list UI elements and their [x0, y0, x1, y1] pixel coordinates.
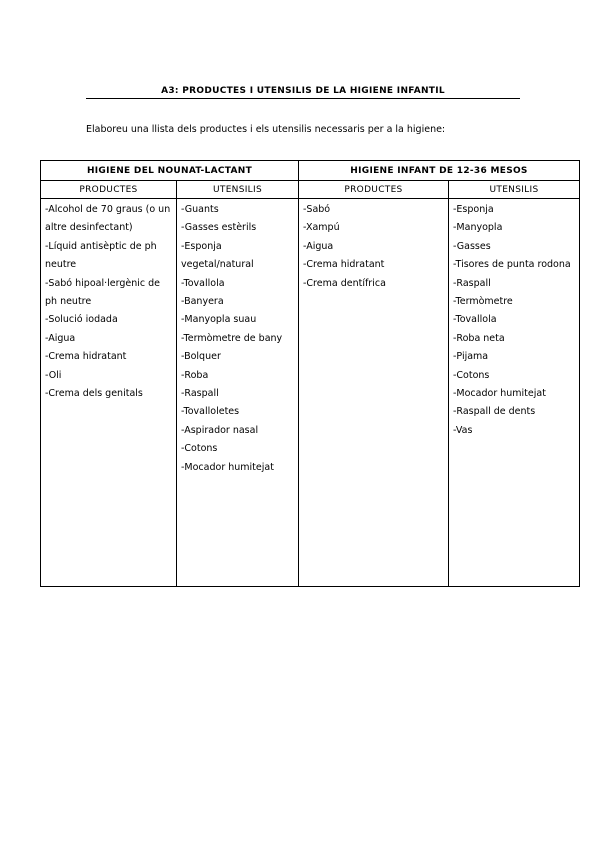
list-item: -Cotons	[181, 443, 218, 455]
list-row	[41, 199, 580, 587]
list-item: -Solució iodada	[45, 314, 118, 326]
list-item: -Crema hidratant	[303, 259, 385, 271]
list-item: -Sabó	[303, 204, 331, 215]
list-item: -Xampú	[303, 222, 340, 234]
list-item: -Oli	[45, 369, 62, 381]
list-item: -Mocador humitejat	[453, 388, 546, 400]
list-item: -Sabó hipoal·lergènic de ph neutre	[45, 277, 161, 308]
utensils-toddler-cell	[449, 199, 580, 587]
list-item: -Esponja vegetal/natural	[181, 240, 254, 271]
list-item: -Esponja	[453, 204, 494, 215]
list-item: -Manyopla	[453, 222, 503, 234]
list-item: -Tisores de punta rodona	[453, 259, 571, 271]
hygiene-table	[40, 160, 580, 587]
list-item: -Gasses estèrils	[181, 222, 257, 234]
list-item: -Manyopla suau	[181, 314, 257, 326]
subheader-row	[41, 181, 580, 199]
list-item: -Bolquer	[181, 351, 221, 363]
group-header-row	[41, 161, 580, 181]
subheader-products-newborn: PRODUCTES	[41, 181, 177, 199]
products-toddler-cell	[299, 199, 449, 587]
intro-text: Elaboreu una llista dels productes i els utensilis necessaris per a la higiene:	[86, 124, 446, 135]
list-item: -Banyera	[181, 296, 224, 308]
group-header-toddler: HIGIENE INFANT DE 12-36 MESOS	[299, 161, 580, 181]
list-item: -Raspall de dents	[453, 406, 536, 418]
page-title: A3: PRODUCTES I UTENSILIS DE LA HIGIENE INFANTIL	[86, 86, 520, 99]
list-item: -Vas	[453, 424, 473, 436]
list-item: -Aigua	[45, 332, 76, 344]
list-item: -Tovallola	[453, 314, 497, 326]
list-item: -Tovallola	[181, 277, 225, 289]
subheader-utensils-newborn: UTENSILIS	[177, 181, 299, 199]
list-item: -Gasses	[453, 240, 491, 252]
list-item: -Termòmetre	[453, 296, 513, 308]
list-item: -Pijama	[453, 351, 489, 363]
list-item: -Termòmetre de bany	[181, 332, 283, 344]
products-newborn-cell	[41, 199, 177, 587]
list-item: -Raspall	[181, 388, 219, 400]
list-item: -Alcohol de 70 graus (o un altre desinfectant)	[45, 204, 171, 234]
utensils-newborn-cell	[177, 199, 299, 587]
list-item: -Cotons	[453, 369, 490, 381]
subheader-utensils-toddler: UTENSILIS	[449, 181, 580, 199]
list-item: -Líquid antisèptic de ph neutre	[45, 240, 157, 271]
list-item: -Mocador humitejat	[181, 461, 274, 473]
list-item: -Crema hidratant	[45, 351, 127, 363]
list-item: -Crema dels genitals	[45, 388, 143, 400]
list-item: -Guants	[181, 204, 219, 215]
list-item: -Aigua	[303, 240, 334, 252]
list-item: -Aspirador nasal	[181, 424, 259, 436]
subheader-products-toddler: PRODUCTES	[299, 181, 449, 199]
list-item: -Tovalloletes	[181, 406, 240, 418]
list-item: -Raspall	[453, 277, 491, 289]
list-item: -Roba	[181, 369, 209, 381]
list-item: -Crema dentífrica	[303, 277, 386, 289]
group-header-newborn: HIGIENE DEL NOUNAT-LACTANT	[41, 161, 299, 181]
list-item: -Roba neta	[453, 332, 505, 344]
